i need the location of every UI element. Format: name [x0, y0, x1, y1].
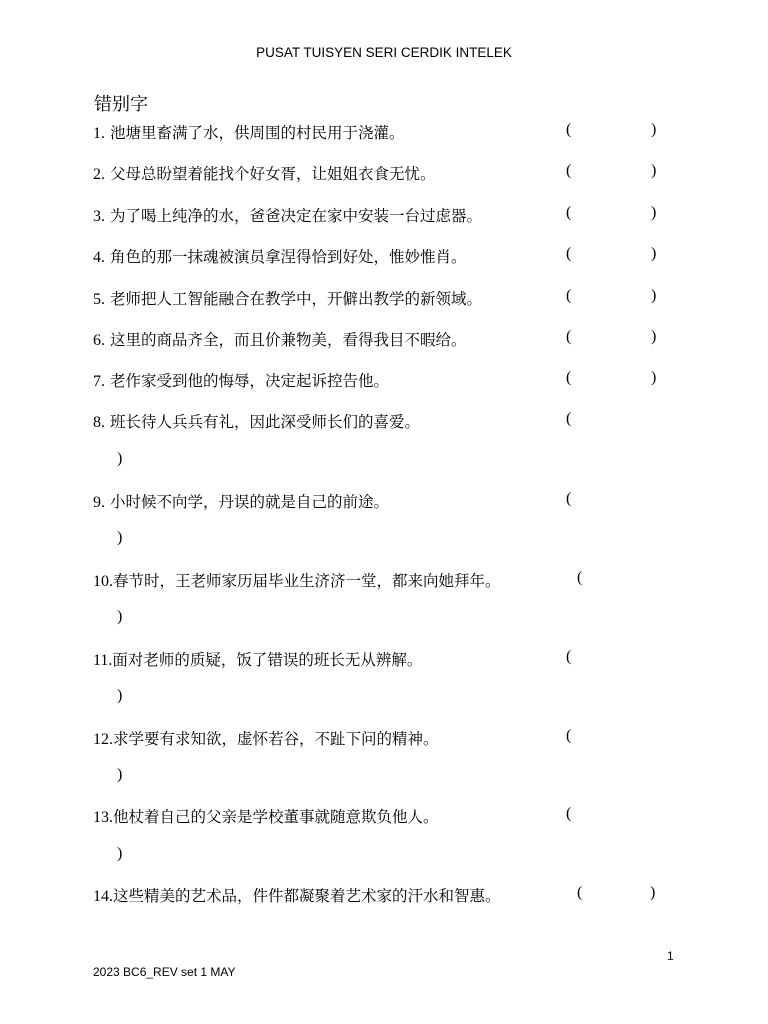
question-4 — [93, 245, 466, 267]
question-number: 1. — [93, 125, 105, 142]
question-number: 11. — [93, 652, 113, 669]
answer-open-paren: ( — [566, 121, 572, 138]
answer-open-paren: ( — [566, 727, 572, 744]
question-number: 10. — [93, 573, 113, 590]
question-text: 老师把人工智能融合在教学中，开僻出教学的新领域。 — [109, 290, 482, 308]
answer-close-paren: ) — [117, 450, 123, 467]
question-number: 5. — [93, 291, 105, 308]
answer-open-paren: ( — [577, 884, 583, 901]
question-text: 角色的那一抹魂被演员拿涅得恰到好处，惟妙惟肖。 — [109, 248, 467, 266]
question-number: 14. — [93, 888, 113, 905]
answer-close-paren: ) — [651, 245, 657, 262]
question-text: 老作家受到他的悔辱，决定起诉控告他。 — [109, 372, 389, 390]
question-7 — [93, 369, 389, 391]
question-14 — [93, 884, 501, 906]
answer-close-paren: ) — [117, 529, 123, 546]
question-text: 这里的商品齐全，而且价兼物美，看得我目不暇给。 — [109, 331, 467, 349]
question-number: 9. — [93, 494, 105, 511]
question-text: 池塘里畜满了水，供周围的村民用于浇灌。 — [109, 124, 405, 142]
question-number: 4. — [93, 249, 105, 266]
question-3 — [93, 204, 482, 226]
answer-close-paren: ) — [651, 328, 657, 345]
answer-open-paren: ( — [566, 245, 572, 262]
section-title: 错别字 — [94, 94, 148, 115]
question-number: 6. — [93, 332, 105, 349]
question-text: 春节时，王老师家历届毕业生济济一堂，都来向她拜年。 — [113, 572, 501, 590]
question-number: 12. — [93, 731, 113, 748]
answer-open-paren: ( — [566, 648, 572, 665]
answer-close-paren: ) — [651, 162, 657, 179]
question-10 — [93, 569, 501, 591]
question-number: 3. — [93, 208, 105, 225]
question-text: 他杖着自己的父亲是学校董事就随意欺负他人。 — [113, 808, 439, 826]
question-11 — [93, 648, 422, 670]
question-text: 求学要有求知欲，虚怀若谷，不趾下问的精神。 — [113, 730, 439, 748]
answer-open-paren: ( — [566, 410, 572, 427]
question-text: 父母总盼望着能找个好女胥，让姐姐衣食无忧。 — [109, 165, 436, 183]
answer-close-paren: ) — [117, 687, 123, 704]
answer-open-paren: ( — [566, 369, 572, 386]
answer-open-paren: ( — [566, 204, 572, 221]
answer-open-paren: ( — [566, 328, 572, 345]
question-1 — [93, 121, 404, 143]
answer-open-paren: ( — [566, 805, 572, 822]
answer-close-paren: ) — [650, 884, 656, 901]
question-5 — [93, 287, 482, 309]
question-8 — [93, 410, 420, 432]
page-number: 1 — [667, 949, 674, 963]
question-number: 13. — [93, 809, 113, 826]
question-text: 小时候不向学，丹误的就是自己的前途。 — [109, 493, 389, 511]
answer-open-paren: ( — [566, 490, 572, 507]
answer-close-paren: ) — [651, 287, 657, 304]
question-text: 面对老师的质疑，饭了错误的班长无从辨解。 — [112, 651, 423, 669]
question-number: 2. — [93, 166, 105, 183]
answer-close-paren: ) — [117, 766, 123, 783]
question-13 — [93, 805, 439, 827]
question-2 — [93, 162, 435, 184]
answer-close-paren: ) — [651, 369, 657, 386]
answer-close-paren: ) — [651, 121, 657, 138]
question-12 — [93, 727, 439, 749]
answer-close-paren: ) — [651, 204, 657, 221]
footer-code: 2023 BC6_REV set 1 MAY — [93, 965, 236, 979]
question-text: 这些精美的艺术品，件件都凝聚着艺术家的汗水和智惠。 — [113, 887, 501, 905]
answer-close-paren: ) — [117, 845, 123, 862]
question-text: 班长待人兵兵有礼，因此深受师长们的喜爱。 — [109, 413, 420, 431]
answer-close-paren: ) — [117, 608, 123, 625]
answer-open-paren: ( — [566, 162, 572, 179]
question-text: 为了喝上纯净的水，爸爸决定在家中安装一台过虑器。 — [109, 207, 482, 225]
page-header: PUSAT TUISYEN SERI CERDIK INTELEK — [256, 45, 512, 60]
answer-open-paren: ( — [577, 569, 583, 586]
question-9 — [93, 490, 389, 512]
question-number: 8. — [93, 414, 105, 431]
question-6 — [93, 328, 466, 350]
answer-open-paren: ( — [566, 287, 572, 304]
question-number: 7. — [93, 373, 105, 390]
